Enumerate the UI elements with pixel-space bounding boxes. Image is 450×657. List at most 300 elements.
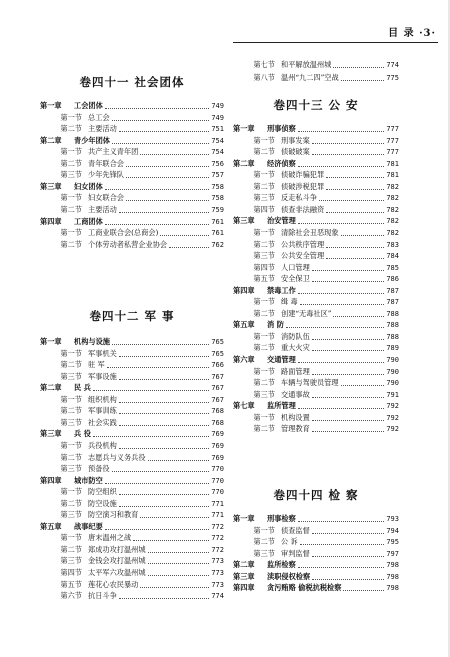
entry-page-number: 798 <box>386 572 399 581</box>
entry-number: 第二节 <box>60 452 82 462</box>
entry-title: 禁毒工作 <box>267 285 296 295</box>
dot-leader <box>119 131 210 132</box>
entry-number: 第三章 <box>233 216 255 226</box>
entry-number: 第二节 <box>253 378 275 388</box>
dot-leader <box>126 166 209 167</box>
dot-leader <box>148 563 210 564</box>
dot-leader <box>112 344 209 345</box>
entry-title: 机构与设施 <box>74 337 110 346</box>
entry-page-number: 797 <box>386 549 399 558</box>
entry-page-number: 792 <box>386 402 399 411</box>
entry-title: 预备役 <box>88 464 110 474</box>
entry-page-number: 769 <box>211 453 224 462</box>
toc-chapter-entry[interactable] <box>233 159 399 169</box>
entry-number: 第一节 <box>60 487 82 497</box>
dot-leader <box>107 367 210 368</box>
entry-title: 组织机构 <box>88 394 117 404</box>
dot-leader <box>341 385 385 386</box>
entry-number: 第一节 <box>253 412 275 422</box>
dot-leader <box>312 579 384 580</box>
toc-section-entry[interactable] <box>233 193 399 203</box>
entry-title: 妇女联合会 <box>88 193 124 203</box>
entry-title: 车辆与驾驶员管理 <box>281 378 339 388</box>
entry-page-number: 765 <box>211 338 224 346</box>
entry-number: 第四章 <box>40 475 62 485</box>
entry-page-number: 786 <box>386 275 399 284</box>
toc-section-entry[interactable] <box>233 424 399 434</box>
toc-section-entry[interactable] <box>40 349 224 359</box>
entry-number: 第二节 <box>60 204 82 214</box>
entry-page-number: 798 <box>386 584 399 593</box>
entry-page-number: 765 <box>211 349 224 358</box>
entry-number: 第一节 <box>60 228 82 238</box>
toc-section-entry[interactable] <box>233 413 399 423</box>
entry-page-number: 772 <box>211 534 224 543</box>
entry-page-number: 768 <box>211 407 224 416</box>
toc-chapter-entry[interactable] <box>40 522 224 532</box>
entry-title: 青少年团体 <box>74 135 110 145</box>
toc-section-entry[interactable] <box>233 240 399 250</box>
entry-page-number: 773 <box>211 569 224 577</box>
entry-page-number: 785 <box>386 263 399 272</box>
toc-section-entry[interactable] <box>233 147 399 157</box>
toc-section-entry[interactable] <box>40 124 224 134</box>
entry-page-number: 794 <box>386 526 399 535</box>
entry-page-number: 793 <box>386 515 399 523</box>
entry-number: 第一节 <box>60 440 82 450</box>
toc-section-entry[interactable] <box>40 113 224 123</box>
toc-section-entry[interactable] <box>40 556 224 566</box>
dot-leader <box>312 374 385 375</box>
toc-section-entry[interactable] <box>233 136 399 146</box>
entry-number: 第一节 <box>60 394 82 404</box>
toc-chapter-entry[interactable] <box>40 476 224 486</box>
entry-page-number: 770 <box>211 476 224 485</box>
toc-section-entry[interactable] <box>40 464 224 474</box>
entry-title: 审判监督 <box>281 548 310 558</box>
toc-chapter-entry[interactable] <box>233 560 399 570</box>
dot-leader <box>119 379 210 380</box>
toc-chapter-entry[interactable] <box>233 216 399 226</box>
volume-heading: 卷四十二 军 事 <box>89 309 175 323</box>
dot-leader <box>298 131 385 132</box>
entry-number: 第六节 <box>60 591 82 601</box>
entry-page-number: 782 <box>386 182 399 191</box>
entry-number: 第二节 <box>60 544 82 554</box>
dot-leader <box>312 154 385 155</box>
entry-number: 第一节 <box>60 348 82 358</box>
dot-leader <box>312 420 385 421</box>
entry-page-number: 767 <box>211 395 224 404</box>
entry-page-number: 772 <box>211 545 224 554</box>
toc-section-entry[interactable] <box>40 240 224 250</box>
entry-page-number: 774 <box>211 592 224 601</box>
entry-number: 第二节 <box>60 360 82 370</box>
toc-chapter-entry[interactable] <box>40 182 224 192</box>
entry-page-number: 751 <box>211 125 224 134</box>
dot-leader <box>119 212 210 213</box>
entry-title: 莲花心农民暴动 <box>88 579 139 589</box>
entry-title: 清除社会丑恶现象 <box>281 227 339 237</box>
entry-page-number: 790 <box>386 379 399 388</box>
entry-number: 第二节 <box>253 424 275 434</box>
toc-section-entry[interactable] <box>40 441 224 451</box>
toc-section-entry[interactable] <box>40 147 224 157</box>
toc-chapter-entry[interactable] <box>233 401 399 411</box>
entry-number: 第二节 <box>253 343 275 353</box>
entry-number: 第七章 <box>233 401 255 411</box>
entry-page-number: 773 <box>211 557 224 566</box>
entry-title: 刑事侦察 <box>267 124 296 133</box>
entry-page-number: 782 <box>386 228 399 237</box>
dot-leader <box>326 189 384 190</box>
entry-number: 第二节 <box>253 239 275 249</box>
entry-page-number: 787 <box>386 286 399 295</box>
entry-number: 第三节 <box>253 193 275 203</box>
toc-section-entry[interactable] <box>233 526 399 536</box>
entry-page-number: 771 <box>211 499 224 508</box>
toc-section-entry[interactable] <box>233 332 399 342</box>
entry-title: 工商团体 <box>74 216 103 226</box>
dot-leader <box>312 533 385 534</box>
dot-leader <box>333 316 384 317</box>
dot-leader <box>105 224 210 225</box>
entry-title: 治安管理 <box>267 216 296 226</box>
dot-leader <box>298 521 385 522</box>
toc-section-entry[interactable] <box>233 378 399 388</box>
toc-section-entry[interactable] <box>233 263 399 273</box>
entry-title: 工商业联合会(总商会) <box>88 228 159 238</box>
entry-page-number: 758 <box>211 182 224 191</box>
entry-title: 城市防空 <box>74 475 103 485</box>
entry-number: 第二章 <box>40 135 62 145</box>
entry-page-number: 754 <box>211 136 224 145</box>
entry-number: 第一章 <box>40 101 62 110</box>
toc-chapter-entry[interactable] <box>40 217 224 227</box>
toc-section-entry[interactable] <box>40 372 224 382</box>
toc-section-entry[interactable] <box>40 418 224 428</box>
entry-number: 第四章 <box>233 583 255 593</box>
entry-page-number: 792 <box>386 425 399 434</box>
dot-leader <box>148 575 210 576</box>
toc-section-entry[interactable] <box>40 453 224 463</box>
dot-leader <box>341 80 385 81</box>
entry-page-number: 788 <box>386 321 399 330</box>
entry-page-number: 771 <box>211 511 224 520</box>
entry-page-number: 749 <box>211 113 224 122</box>
dot-leader <box>341 235 385 236</box>
entry-number: 第一章 <box>233 514 255 523</box>
entry-page-number: 782 <box>386 205 399 214</box>
entry-page-number: 762 <box>211 240 224 249</box>
dot-leader <box>326 258 384 259</box>
entry-title: 主要活动 <box>88 124 117 134</box>
entry-number: 第二节 <box>253 308 275 318</box>
entry-page-number: 790 <box>386 367 399 376</box>
entry-number: 第四节 <box>60 568 82 577</box>
entry-page-number: 766 <box>211 361 224 370</box>
dot-leader <box>312 350 385 351</box>
toc-chapter-entry[interactable] <box>40 383 224 393</box>
entry-title: 监所管理 <box>267 401 296 411</box>
entry-number: 第四章 <box>40 216 62 226</box>
dot-leader <box>169 247 209 248</box>
entry-title: 社会实践 <box>88 417 117 427</box>
toc-chapter-entry[interactable] <box>40 429 224 439</box>
toc-section-entry[interactable] <box>40 510 224 520</box>
entry-number: 第三节 <box>253 389 275 399</box>
entry-title: 刑事发案 <box>281 135 310 145</box>
entry-title: 侦破涉税犯罪 <box>281 181 325 191</box>
dot-leader <box>133 540 209 541</box>
entry-page-number: 769 <box>211 441 224 450</box>
entry-title: 侦破破案 <box>281 147 310 157</box>
toc-section-entry[interactable] <box>233 73 399 83</box>
toc-section-entry[interactable] <box>40 193 224 203</box>
entry-number: 第一节 <box>253 525 275 535</box>
dot-leader <box>298 223 385 224</box>
entry-title: 军事设施 <box>88 371 117 381</box>
entry-number: 第五节 <box>60 579 82 589</box>
entry-page-number: 768 <box>211 418 224 427</box>
dot-leader <box>298 293 385 294</box>
entry-number: 第一章 <box>40 337 62 346</box>
entry-number: 第一节 <box>60 193 82 203</box>
dot-leader <box>298 362 385 363</box>
entry-title: 交通事故 <box>281 389 310 399</box>
entry-number: 第三章 <box>40 181 62 191</box>
entry-page-number: 759 <box>211 205 224 214</box>
dot-leader <box>286 327 384 328</box>
dot-leader <box>312 397 385 398</box>
entry-number: 第五章 <box>233 320 255 330</box>
toc-chapter-entry[interactable] <box>233 320 399 330</box>
entry-title: 公共秩序管理 <box>281 239 325 249</box>
entry-number: 第二章 <box>233 158 255 168</box>
dot-leader <box>312 556 385 557</box>
toc-section-entry[interactable] <box>40 545 224 555</box>
volume-heading: 卷四十一 社会团体 <box>79 75 185 89</box>
toc-section-entry[interactable] <box>233 390 399 400</box>
dot-leader <box>312 143 385 144</box>
entry-number: 第三节 <box>253 251 275 261</box>
dot-leader <box>126 177 209 178</box>
entry-title: 人口管理 <box>281 262 310 272</box>
entry-number: 第二节 <box>60 124 82 134</box>
entry-number: 第三章 <box>233 571 255 581</box>
entry-page-number: 773 <box>211 580 224 589</box>
entry-page-number: 774 <box>386 61 399 69</box>
toc-section-entry[interactable] <box>40 499 224 509</box>
entry-title: 监所检察 <box>267 560 296 570</box>
entry-number: 第三章 <box>40 429 62 439</box>
toc-chapter-entry[interactable] <box>233 355 399 365</box>
toc-section-entry[interactable] <box>233 309 399 319</box>
entry-title: 重大火灾 <box>281 343 310 353</box>
entry-number: 第二节 <box>60 498 82 508</box>
entry-title: 青年联合会 <box>88 158 124 168</box>
entry-number: 第一节 <box>253 227 275 237</box>
entry-title: 抗日斗争 <box>88 591 117 601</box>
entry-title: 经济侦察 <box>267 158 296 168</box>
toc-chapter-entry[interactable] <box>233 514 399 524</box>
entry-page-number: 754 <box>211 148 224 157</box>
entry-page-number: 789 <box>386 344 399 353</box>
entry-title: 志愿兵与义务兵役 <box>88 452 146 462</box>
entry-title: 温州“九二四”空战 <box>281 73 339 82</box>
entry-title: 防空演习和教育 <box>88 510 139 520</box>
entry-number: 第四节 <box>253 204 275 214</box>
toc-section-entry[interactable] <box>40 360 224 370</box>
volume-heading: 卷四十四 检 察 <box>273 488 359 502</box>
entry-page-number: 795 <box>386 538 399 547</box>
volume-heading: 卷四十三 公 安 <box>273 98 359 112</box>
toc-section-entry[interactable] <box>40 205 224 215</box>
entry-title: 军事机关 <box>88 348 117 358</box>
toc-section-entry[interactable] <box>233 549 399 559</box>
dot-leader <box>312 431 385 432</box>
dot-leader <box>105 529 210 530</box>
entry-title: 民 兵 <box>74 383 91 393</box>
entry-title: 路面管理 <box>281 366 310 376</box>
toc-section-entry[interactable] <box>40 395 224 405</box>
entry-title: 军事训练 <box>88 406 117 416</box>
entry-number: 第三节 <box>60 417 82 427</box>
entry-page-number: 756 <box>211 159 224 168</box>
entry-page-number: 761 <box>211 229 224 238</box>
toc-chapter-entry[interactable] <box>233 583 399 593</box>
toc-chapter-entry[interactable] <box>233 124 399 134</box>
entry-number: 第三节 <box>253 548 275 558</box>
toc-section-entry[interactable] <box>40 568 224 578</box>
toc-chapter-entry[interactable] <box>40 337 224 347</box>
entry-page-number: 791 <box>386 390 399 399</box>
toc-section-entry[interactable] <box>233 297 399 307</box>
entry-title: 共产主义青年团 <box>88 147 139 157</box>
entry-page-number: 782 <box>386 194 399 203</box>
toc-chapter-entry[interactable] <box>233 572 399 582</box>
toc-section-entry[interactable] <box>233 537 399 547</box>
toc-section-entry[interactable] <box>233 251 399 261</box>
entry-title: 公 诉 <box>281 537 298 547</box>
entry-page-number: 777 <box>386 148 399 157</box>
entry-title: 创建“无毒社区” <box>281 308 332 318</box>
toc-section-entry[interactable] <box>40 406 224 416</box>
dot-leader <box>112 471 210 472</box>
entry-title: 消防队伍 <box>281 331 310 341</box>
entry-number: 第二节 <box>253 181 275 191</box>
entry-number: 第一节 <box>253 366 275 376</box>
entry-page-number: 792 <box>386 413 399 422</box>
entry-number: 第三节 <box>60 464 82 474</box>
entry-title: 主要活动 <box>88 204 117 214</box>
dot-leader <box>343 590 384 591</box>
dot-leader <box>312 270 385 271</box>
entry-number: 第二节 <box>253 147 275 157</box>
toc-section-entry[interactable] <box>40 228 224 238</box>
entry-title: 工会团体 <box>74 101 103 110</box>
toc-section-entry[interactable] <box>233 205 399 215</box>
entry-page-number: 769 <box>211 430 224 439</box>
dot-leader <box>298 408 385 409</box>
dot-leader <box>105 189 210 190</box>
entry-title: 贪污贿赂 偷税抗税检察 <box>267 583 342 593</box>
entry-number: 第五章 <box>40 521 62 531</box>
dot-leader <box>119 356 210 357</box>
dot-leader <box>93 436 209 437</box>
toc-section-entry[interactable] <box>233 182 399 192</box>
entry-number: 第三节 <box>60 556 82 566</box>
running-header <box>235 24 436 39</box>
header-rule <box>233 42 438 43</box>
dot-leader <box>300 304 385 305</box>
entry-title: 金钱会攻打温州城 <box>88 556 146 566</box>
dot-leader <box>119 494 210 495</box>
entry-page-number: 784 <box>386 252 399 261</box>
entry-title: 刑事检察 <box>267 514 296 523</box>
dot-leader <box>112 143 209 144</box>
entry-number: 第二节 <box>60 406 82 416</box>
dot-leader <box>319 200 384 201</box>
toc-chapter-entry[interactable] <box>40 136 224 146</box>
entry-number: 第三节 <box>60 371 82 381</box>
toc-section-entry[interactable] <box>233 274 399 284</box>
toc-section-entry[interactable] <box>40 580 224 590</box>
entry-page-number: 772 <box>211 522 224 531</box>
dot-leader <box>140 154 209 155</box>
entry-page-number: 758 <box>211 194 224 203</box>
entry-page-number: 757 <box>211 171 224 180</box>
dot-leader <box>119 448 210 449</box>
dot-leader <box>312 281 385 282</box>
entry-title: 少年先锋队 <box>88 170 124 180</box>
entry-number: 第四节 <box>253 262 275 272</box>
toc-chapter-entry[interactable] <box>233 286 399 296</box>
entry-page-number: 777 <box>386 136 399 145</box>
entry-number: 第二章 <box>40 383 62 393</box>
toc-section-entry[interactable] <box>40 487 224 497</box>
dot-leader <box>326 212 384 213</box>
toc-section-entry[interactable] <box>233 367 399 377</box>
entry-page-number: 781 <box>386 171 399 180</box>
dot-leader <box>298 166 385 167</box>
toc-section-entry[interactable] <box>40 159 224 169</box>
toc-section-entry[interactable] <box>40 170 224 180</box>
toc-section-entry[interactable] <box>40 533 224 543</box>
header-text: 目 录 ·3· <box>388 28 436 39</box>
dot-leader <box>119 425 210 426</box>
dot-leader <box>312 339 385 340</box>
toc-section-entry[interactable] <box>233 228 399 238</box>
entry-title: 太平军六攻温州城 <box>88 568 146 577</box>
toc-section-entry[interactable] <box>40 591 224 601</box>
entry-title: 妇女团体 <box>74 181 103 191</box>
toc-section-entry[interactable] <box>233 60 399 70</box>
toc-section-entry[interactable] <box>233 343 399 353</box>
dot-leader <box>119 413 210 414</box>
toc-section-entry[interactable] <box>233 170 399 180</box>
entry-title: 公共安全管理 <box>281 251 325 261</box>
dot-leader <box>112 120 210 121</box>
entry-number: 第一节 <box>253 170 275 180</box>
entry-title: 侦查监督 <box>281 525 310 535</box>
entry-number: 第一节 <box>60 147 82 157</box>
entry-number: 第二节 <box>253 537 275 547</box>
entry-page-number: 788 <box>386 309 399 318</box>
entry-title: 缉 毒 <box>281 297 298 307</box>
toc-chapter-entry[interactable] <box>40 101 224 111</box>
dot-leader <box>140 517 209 518</box>
